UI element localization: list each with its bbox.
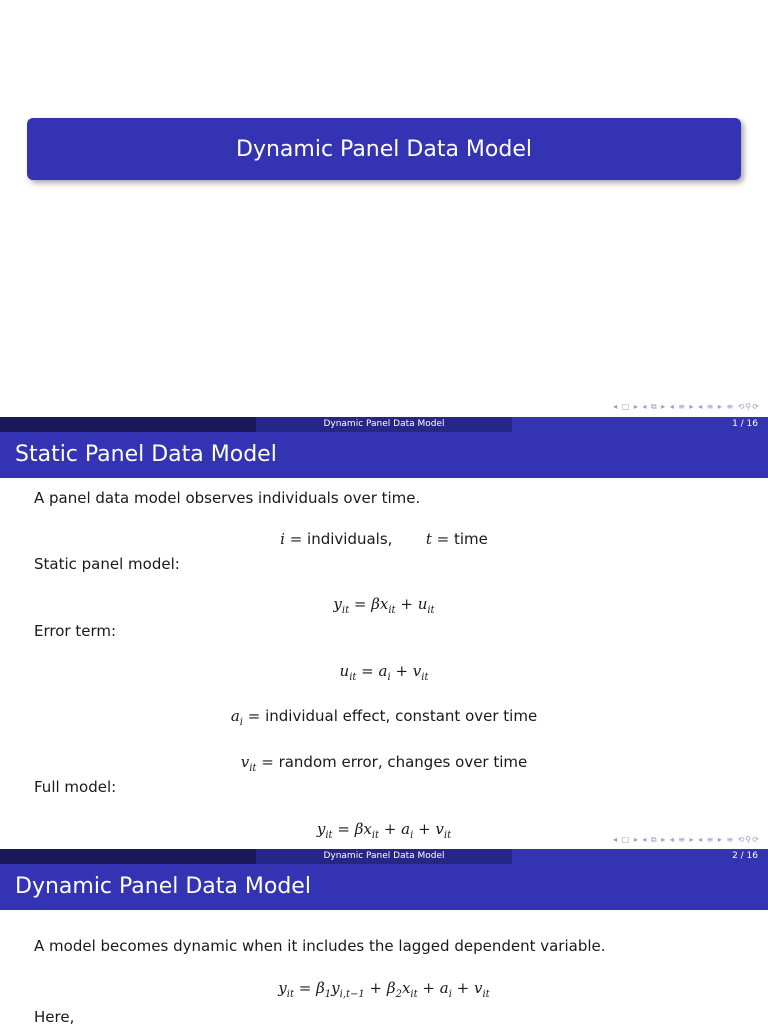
intro-text: A model becomes dynamic when it includes the lagged dependent variable. (34, 937, 606, 955)
slide-footline (0, 417, 768, 432)
equation-static-model: $y_{it} = \beta x_{it} + u_{it}$ (333, 595, 435, 616)
presentation-title (27, 118, 741, 180)
here-label: Here, (34, 1008, 75, 1024)
error-term-label: Error term: (34, 622, 117, 640)
title-slide (0, 0, 768, 417)
eq-time-label: time (453, 530, 488, 548)
v-definition-text: random error, changes over time (278, 753, 528, 771)
equation-full-model: $y_{it} = \beta x_{it} + a_i + v_{it}$ (316, 820, 452, 841)
equation-v-definition: $v_{it}$ = random error, changes over time (240, 753, 528, 774)
equation-definitions: i = individuals, t = time (280, 530, 488, 548)
slide-static-model (0, 417, 768, 849)
equation-dynamic-model: $y_{it} = \beta_1y_{i,t-1} + \beta_2x_{it} + a_i + v_{it}$ (278, 979, 490, 1000)
full-model-label: Full model: (34, 778, 117, 796)
intro-text: A panel data model observes individuals over time. (34, 489, 421, 507)
page-number: 1 / 16 (512, 417, 768, 432)
beamer-navigation-icons[interactable]: ◂ □ ▸ ◂ ⧉ ▸ ◂ ≡ ▸ ◂ ≡ ▸ ≡ ⟲⚲⟳ (613, 835, 760, 844)
frame-title: Static Panel Data Model (0, 432, 768, 478)
static-model-label: Static panel model: (34, 555, 180, 573)
footline-left (0, 417, 256, 432)
equation-a-definition: $a_i$ = individual effect, constant over time (230, 707, 538, 728)
a-definition-text: individual effect, constant over time (265, 707, 538, 725)
footline-title: Dynamic Panel Data Model (256, 417, 512, 432)
beamer-navigation-icons[interactable]: ◂ □ ▸ ◂ ⧉ ▸ ◂ ≡ ▸ ◂ ≡ ▸ ≡ ⟲⚲⟳ (613, 402, 760, 411)
slide-footline (0, 849, 768, 864)
footline-left (0, 849, 256, 864)
page-number: 2 / 16 (512, 849, 768, 864)
eq-individuals-label: individuals, (307, 530, 393, 548)
footline-title: Dynamic Panel Data Model (256, 849, 512, 864)
presentation-title-text: Dynamic Panel Data Model (236, 136, 532, 162)
slide-dynamic-model (0, 849, 768, 1024)
frame-title: Dynamic Panel Data Model (0, 864, 768, 910)
equation-error-term: $u_{it} = a_i + v_{it}$ (339, 662, 429, 683)
